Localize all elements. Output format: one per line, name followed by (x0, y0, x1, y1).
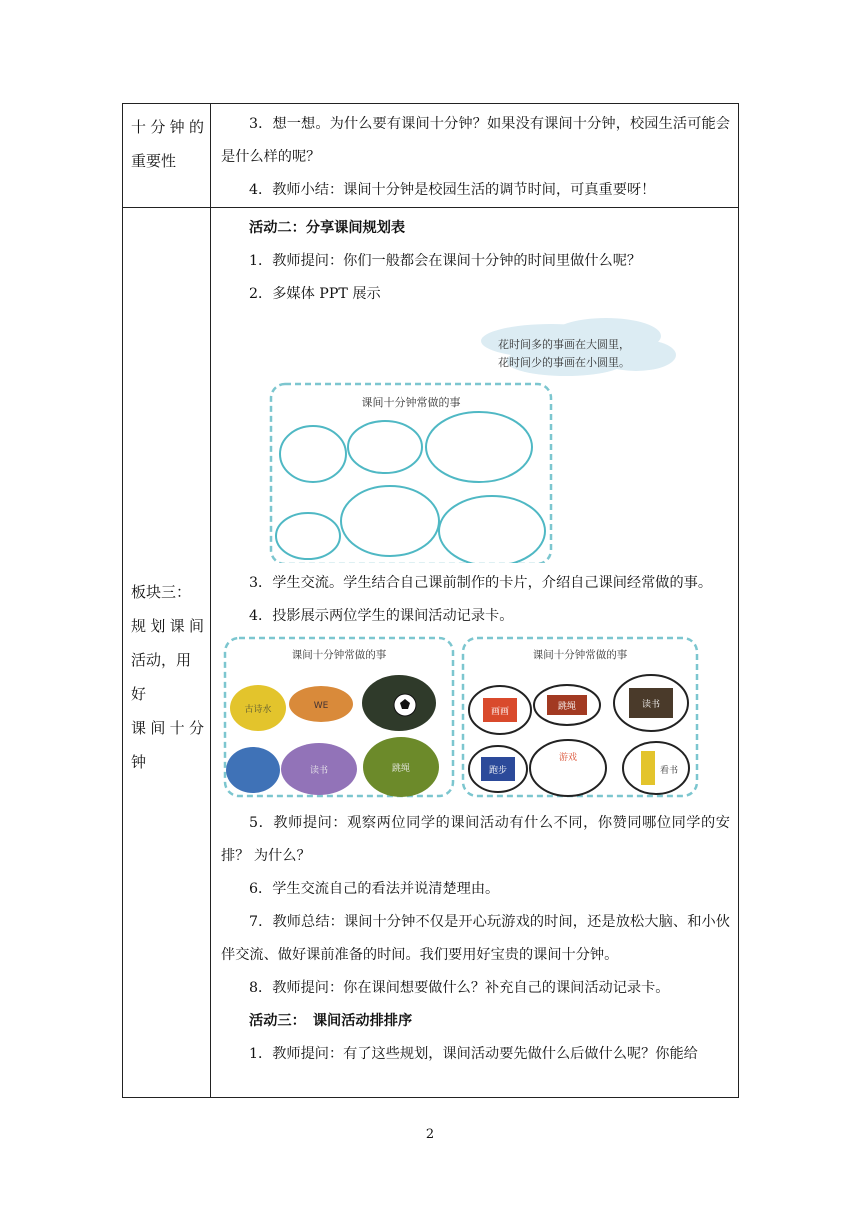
drawn-label: 古诗水 (244, 705, 272, 715)
paragraph: 7．教师总结：课间十分钟不仅是开心玩游戏的时间，还是放松大脑、和小伙伴交流、做好课前准备的时间。我们要用好宝贵的课间十分钟。 (221, 914, 730, 963)
paragraph: 2．多媒体 PPT 展示 (249, 286, 381, 302)
bubble-line-2: 花时间少的事画在小圆里。 (498, 356, 630, 369)
small-circle (280, 426, 346, 482)
large-circle (341, 486, 439, 556)
row-heading-line: 课间十分 (131, 719, 204, 737)
paragraph: 1．教师提问：你们一般都会在课间十分钟的时间里做什么呢？ (249, 253, 642, 269)
drawn-label: 游戏 (558, 753, 578, 763)
bubble-line-1: 花时间多的事画在大圆里， (498, 338, 630, 351)
row-heading-line: 活动，用好 (131, 651, 192, 703)
drawn-label: WE (313, 701, 329, 711)
activity-three-title: 活动三： 课间活动排排序 (249, 1013, 413, 1029)
paragraph: 4．教师小结：课间十分钟是校园生活的调节时间，可真重要呀！ (249, 182, 656, 198)
page-number: 2 (425, 1127, 435, 1142)
row-heading-line: 规划课间 (131, 617, 204, 635)
drawn-label: 读书 (309, 766, 329, 776)
ppt-circle-figure (211, 311, 738, 563)
drawn-label: 跑步 (488, 766, 508, 776)
paragraph: 5．教师提问：观察两位同学的课间活动有什么不同，你赞同哪位同学的安排？ 为什么？ (221, 815, 730, 864)
row-heading-cell (123, 104, 211, 208)
student-card-left (225, 638, 453, 797)
small-circle (348, 421, 422, 473)
large-circle (426, 412, 532, 482)
row-heading-line: 十分钟的 (131, 118, 204, 136)
student-cards-figure (211, 633, 738, 803)
table-row (123, 104, 739, 208)
small-circle (276, 513, 340, 559)
table-row (123, 208, 739, 1098)
row-heading-line: 板块三： (131, 583, 192, 601)
activity-two-title: 活动二：分享课间规划表 (249, 220, 406, 236)
drawn-label: 跳绳 (391, 764, 411, 774)
paragraph: 3．想一想。为什么要有课间十分钟？如果没有课间十分钟，校园生活可能会是什么样的呢？ (221, 116, 730, 165)
lesson-table (122, 103, 739, 1098)
row-heading-line: 钟 (131, 753, 147, 771)
card-title: 课间十分钟常做的事 (291, 649, 387, 661)
paragraph: 6．学生交流自己的看法并说清楚理由。 (249, 881, 500, 897)
drawn-label: 画画 (490, 707, 510, 717)
paragraph: 3．学生交流。学生结合自己课前制作的卡片，介绍自己课间经常做的事。 (249, 575, 713, 591)
paragraph: 1．教师提问：有了这些规划，课间活动要先做什么后做什么呢？你能给 (249, 1046, 698, 1062)
paragraph: 4．投影展示两位学生的课间活动记录卡。 (249, 608, 514, 624)
drawn-label: 看书 (659, 766, 679, 776)
row-content-cell (211, 208, 739, 1098)
drawn-label: 读书 (641, 700, 661, 710)
row-heading-line: 重要性 (131, 152, 177, 170)
drawn-label: 跳绳 (557, 702, 577, 712)
dashed-card-frame (271, 384, 551, 563)
row-heading-cell (123, 208, 211, 1098)
card-title: 课间十分钟常做的事 (532, 649, 628, 661)
drawn-circle (623, 742, 689, 794)
student-card-right (463, 638, 697, 796)
drawn-circle-blue (226, 747, 280, 793)
card-title: 课间十分钟常做的事 (361, 396, 461, 409)
paragraph: 8．教师提问：你在课间想要做什么？补充自己的课间活动记录卡。 (249, 980, 670, 996)
drawn-circle (530, 740, 606, 796)
row-content-cell (211, 104, 739, 208)
hint-bubble (481, 318, 676, 376)
large-circle (439, 496, 545, 563)
